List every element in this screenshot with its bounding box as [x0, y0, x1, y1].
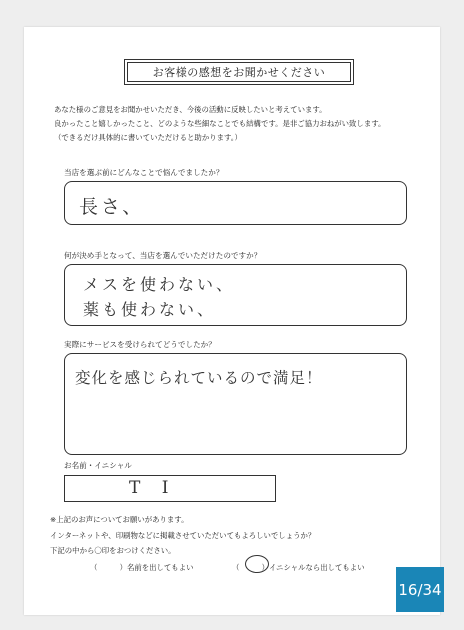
answer-2-handwriting-line1: メスを使わない、 — [83, 275, 236, 294]
intro-line: （できるだけ具体的に書いていただけると助かります。） — [54, 133, 242, 142]
answer-2-box — [64, 264, 407, 326]
answer-1-box — [64, 181, 407, 225]
footer-line: インターネットや、印刷物などに掲載させていただいてもよろしいでしょうか？ — [50, 530, 316, 540]
answer-1-handwriting: 長さ、 — [79, 196, 145, 218]
question-2-label: 何が決め手となって、当店を選んでいただけたのですか？ — [64, 251, 262, 260]
feedback-form-sheet — [24, 27, 440, 615]
answer-3-box — [64, 353, 407, 455]
form-title: お客様の感想をお聞かせください — [127, 62, 351, 82]
form-title-frame — [124, 59, 354, 85]
option-name-ok: （ ）名前を出してもよい — [90, 563, 194, 572]
intro-text — [54, 103, 414, 145]
answer-2-handwriting-line2: 薬も使わない、 — [83, 300, 217, 319]
footer-line: ※上記のお声についてお願いがあります。 — [50, 515, 189, 524]
page-counter-badge: 16/34 — [396, 567, 444, 612]
permission-request — [50, 512, 430, 559]
name-handwriting: T I — [129, 478, 177, 498]
name-label: お名前・イニシャル — [64, 461, 132, 470]
intro-line: あなた様のご意見をお聞かせいただき、今後の活動に反映したいと考えています。 — [54, 105, 327, 114]
name-box — [64, 475, 276, 502]
question-1-label: 当店を選ぶ前にどんなことで悩んでましたか？ — [64, 168, 224, 177]
handwritten-circle-mark — [245, 555, 269, 573]
footer-line: 下記の中から〇印をおつけください。 — [50, 546, 176, 555]
answer-3-handwriting: 変化を感じられているので満足！ — [75, 369, 323, 387]
question-3-label: 実際にサービスを受けられてどうでしたか？ — [64, 340, 216, 349]
intro-line: 良かったこと嬉しかったこと、どのような些細なことでも結構です。是非ご協力おねがい致します。 — [54, 119, 386, 128]
option-initials-ok: （ ）イニシャルなら出してもよい — [232, 563, 365, 572]
